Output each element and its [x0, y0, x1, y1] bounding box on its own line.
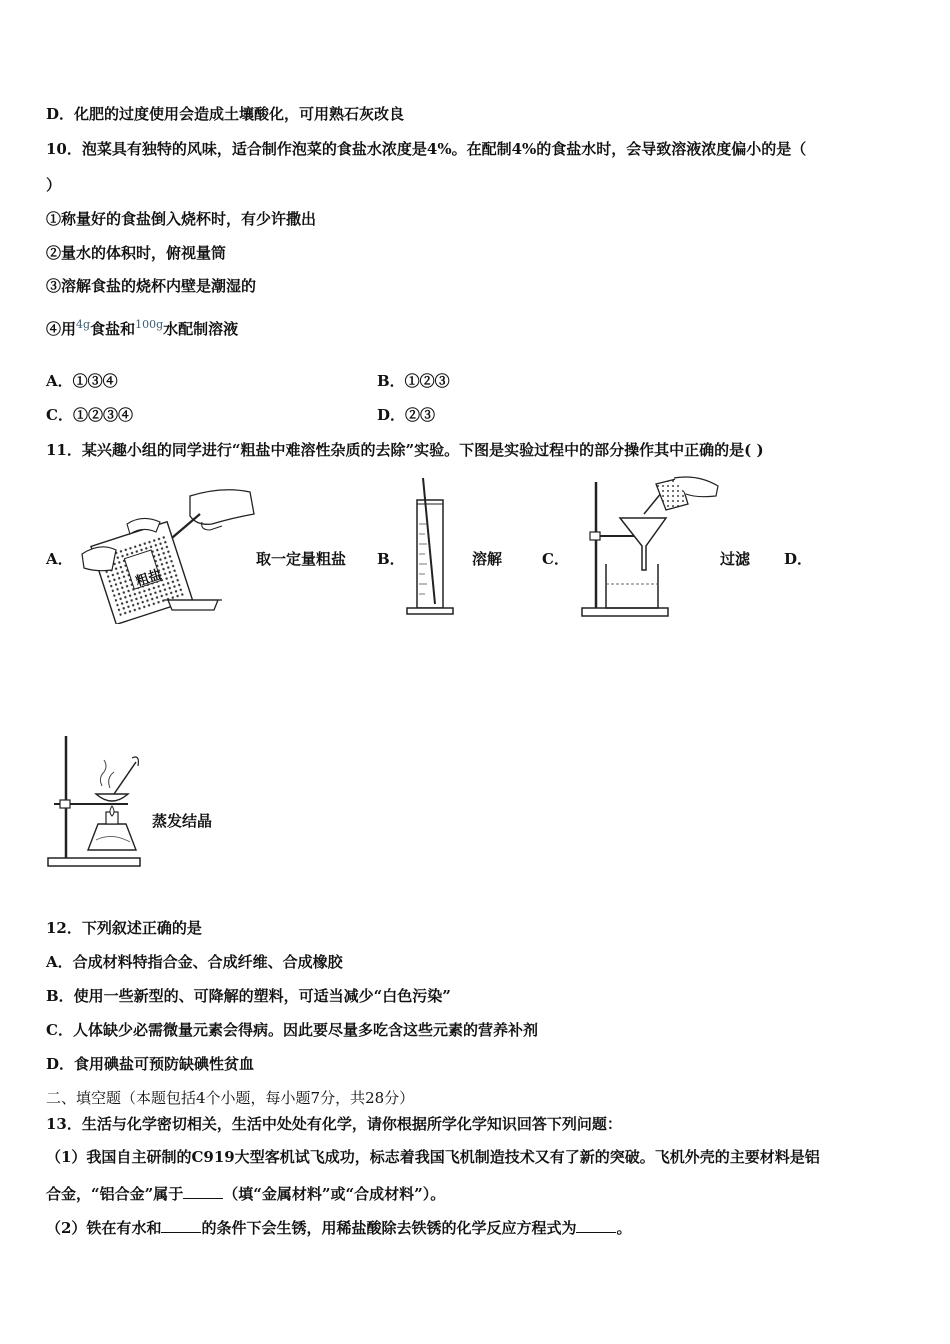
q10-item4-mid: 食盐和	[90, 320, 136, 338]
q10-item-1: ①称量好的食盐倒入烧杯时，有少许撒出	[46, 210, 317, 228]
q10-option-d: D．②③	[377, 406, 436, 424]
q11-letter-a: A．	[46, 550, 73, 568]
figure-dissolve	[405, 474, 455, 618]
q13-blank-3[interactable]	[576, 1220, 616, 1233]
q10-stem-line2: ）	[46, 176, 62, 194]
q10-stem-line1: 10．泡菜具有独特的风味，适合制作泡菜的食盐水浓度是4%。在配制4%的食盐水时，会导致溶液浓度偏小的是（	[46, 140, 807, 158]
q13-part2-text-a: （2）铁在有水和	[46, 1219, 162, 1237]
figure-filter	[576, 474, 726, 619]
q10-option-c: C．①②③④	[46, 406, 133, 424]
q13-part2-text-c: 。	[616, 1219, 632, 1237]
q12-option-c: C．人体缺少必需微量元素会得病。因此要尽量多吃含这些元素的营养补剂	[46, 1021, 538, 1039]
q13-part2	[46, 1217, 631, 1238]
figure-evaporate	[46, 732, 146, 872]
q10-option-a: A．①③④	[46, 372, 118, 390]
q13-part2-text-b: 的条件下会生锈，用稀盐酸除去铁锈的化学反应方程式为	[201, 1219, 577, 1237]
q12-option-d: D．食用碘盐可预防缺碘性贫血	[46, 1055, 255, 1073]
q11-caption-d: 蒸发结晶	[152, 812, 213, 830]
q11-letter-b: B．	[377, 550, 405, 568]
q11-letter-c: C．	[542, 550, 569, 568]
q11-letter-d: D．	[784, 550, 813, 568]
q10-option-b: B．①②③	[377, 372, 450, 390]
q10-item4-qty2: 100g	[135, 318, 164, 331]
q11-caption-c: 过滤	[720, 550, 751, 568]
q13-blank-1[interactable]	[183, 1186, 223, 1199]
q10-item-2: ②量水的体积时，俯视量筒	[46, 244, 227, 262]
q12-option-a: A．合成材料特指合金、合成纤维、合成橡胶	[46, 953, 343, 971]
q13-part1-text-b: （填“金属材料”或“合成材料”）。	[223, 1185, 446, 1203]
q13-part1-text-a: 合金，“铝合金”属于	[46, 1185, 184, 1203]
figure-take-salt	[72, 484, 257, 624]
q11-stem: 11．某兴趣小组的同学进行“粗盐中难溶性杂质的去除”实验。下图是实验过程中的部分操作其中正确的是( )	[46, 441, 764, 459]
q10-item4-prefix: ④用	[46, 320, 77, 338]
q10-item-3: ③溶解食盐的烧杯内壁是潮湿的	[46, 277, 257, 295]
q12-stem: 12．下列叙述正确的是	[46, 919, 202, 937]
section2-title: 二、填空题（本题包括4个小题，每小题7分，共28分）	[46, 1089, 415, 1107]
q11-caption-b: 溶解	[472, 550, 503, 568]
q13-part1-line2	[46, 1183, 445, 1204]
q11-caption-a: 取一定量粗盐	[256, 550, 347, 568]
q13-stem: 13．生活与化学密切相关，生活中处处有化学，请你根据所学化学知识回答下列问题：	[46, 1115, 622, 1133]
jar-label-text: 粗盐	[133, 566, 164, 589]
q9-option-d: D．化肥的过度使用会造成土壤酸化，可用熟石灰改良	[46, 105, 405, 123]
q13-blank-2[interactable]	[161, 1220, 201, 1233]
q13-part1-line1: （1）我国自主研制的C919大型客机试飞成功，标志着我国飞机制造技术又有了新的突破。飞机外壳的主要材料是铝	[46, 1148, 820, 1166]
q10-item4-suffix: 水配制溶液	[163, 320, 239, 338]
q10-item4-qty1: 4g	[76, 318, 91, 331]
q12-option-b: B．使用一些新型的、可降解的塑料，可适当减少“白色污染”	[46, 987, 451, 1005]
q10-item-4	[46, 318, 238, 339]
